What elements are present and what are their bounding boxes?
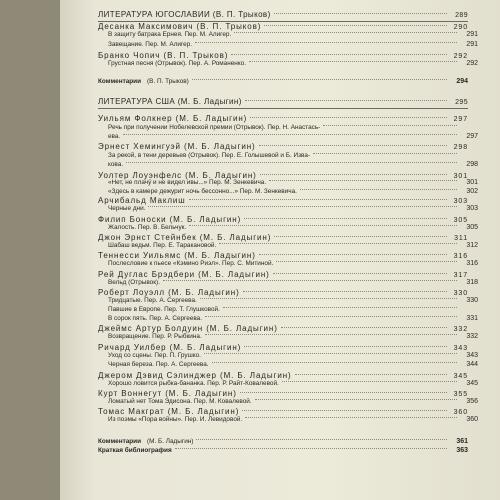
entry-title: Краткая библиография (98, 447, 172, 454)
page-number: 330 (466, 297, 478, 304)
dot-leader (274, 13, 447, 14)
author-entry (98, 215, 468, 224)
page-number: 345 (453, 373, 468, 380)
dot-leader (245, 100, 447, 101)
entry-title: ева. (108, 133, 121, 140)
dot-leader (223, 307, 457, 308)
author-entry (98, 288, 468, 297)
author-entry (98, 324, 468, 333)
author-entry (98, 407, 468, 416)
author-entry (98, 114, 468, 123)
page-number: 360 (453, 409, 468, 416)
page-number: 331 (466, 315, 478, 322)
entry-title: Джеймс Артур Болдуин (М. Б. Ладыгин) (98, 324, 278, 333)
page-number: 302 (466, 188, 478, 195)
entry-title: Черные дни. (108, 205, 146, 212)
entry-title: кова. (108, 161, 124, 168)
work-entry (98, 260, 478, 267)
page-number: 291 (466, 31, 478, 38)
page-number: 292 (466, 60, 478, 67)
entry-title: Теннесси Уильямс (М. Б. Ладыгин) (98, 251, 256, 260)
dot-leader (300, 189, 457, 190)
dot-leader (323, 125, 457, 126)
work-entry (98, 398, 478, 405)
page-number: 303 (466, 205, 478, 212)
page-number: 297 (466, 133, 478, 140)
dot-leader (260, 174, 447, 175)
entry-title: Грустная песня (Отрывок). Пер. А. Романенко. (108, 60, 247, 67)
work-entry (98, 361, 478, 368)
page-number: 312 (466, 242, 478, 249)
dot-leader (219, 243, 457, 244)
entry-title: Рей Дуглас Брэдбери (М. Б. Ладыгин) (98, 270, 270, 279)
dot-leader (274, 236, 447, 237)
page-number: 289 (455, 12, 468, 19)
dot-leader (204, 353, 457, 354)
entry-title: Джером Дэвид Сэлинджер (М. Б. Ладыгин) (98, 371, 292, 380)
page-number: 294 (456, 78, 468, 85)
author-entry (98, 233, 468, 242)
work-entry (98, 315, 478, 322)
work-entry (98, 152, 478, 159)
page-number: 303 (453, 198, 468, 205)
dot-leader (282, 381, 457, 382)
page-number: 345 (466, 380, 478, 387)
page-number: 316 (466, 260, 478, 267)
author-entry (98, 142, 468, 151)
entry-title: ЛИТЕРАТУРА ЮГОСЛАВИИ (В. П. Трыков) (98, 10, 271, 19)
dot-leader (205, 334, 457, 335)
entry-title: Вельд (Отрывок). (108, 279, 160, 286)
work-entry (98, 188, 478, 195)
dot-leader (269, 180, 457, 181)
page-number: 332 (466, 333, 478, 340)
dot-leader (126, 162, 457, 163)
entry-title: Арчибальд Маклиш (98, 196, 186, 205)
entry-title: Ломатый нет Тома Эдисона. Пер. М. Ковалевой. (108, 398, 252, 405)
dot-leader (200, 298, 457, 299)
page-number: 298 (466, 161, 478, 168)
entry-title: Курт Воннегут (М. Б. Ладыгин) (98, 389, 237, 398)
entry-title: Джон Эрнст Стейнбек (М. Б. Ладыгин) (98, 233, 272, 242)
page-number: 290 (453, 24, 468, 31)
work-entry (98, 224, 478, 231)
work-entry (98, 60, 478, 67)
page-number: 332 (453, 326, 468, 333)
page-number: 317 (453, 272, 468, 279)
page-number: 316 (453, 253, 468, 260)
work-entry (98, 31, 478, 38)
page-number: 330 (453, 290, 468, 297)
dot-leader (212, 362, 457, 363)
work-entry (98, 416, 478, 423)
dot-leader (189, 199, 447, 200)
page-number: 318 (466, 279, 478, 286)
entry-title: Павшие в Европе. Пер. Т. Глушковой. (108, 306, 220, 313)
dot-leader (205, 316, 457, 317)
page-number: 343 (466, 352, 478, 359)
dot-leader (189, 225, 457, 226)
entry-title: Жалость. Пер. В. Бельчук. (108, 224, 187, 231)
page-number: 344 (466, 361, 478, 368)
page-number: 305 (453, 217, 468, 224)
dot-leader (148, 206, 457, 207)
section-heading (98, 10, 468, 19)
dot-leader (231, 54, 447, 55)
entry-title: Филип Боноски (М. Б. Ладыгин) (98, 215, 242, 224)
entry-title: Комментарии (98, 78, 142, 85)
work-entry (98, 133, 478, 140)
page-number: 361 (456, 438, 468, 445)
author-entry (98, 51, 468, 60)
work-entry (98, 306, 478, 313)
entry-title: Уильям Фолкнер (М. Б. Ладыгин) (98, 114, 248, 123)
dot-leader (123, 134, 457, 135)
dot-leader (163, 280, 457, 281)
page-number: 297 (453, 116, 468, 123)
entry-title: Хорошо ловится рыбка-бананка. Пер. Р. Райт-Ковалевой. (108, 380, 279, 387)
page-number: 305 (466, 224, 478, 231)
work-entry (98, 41, 478, 48)
entry-title: Тридцатые. Пер. А. Сергеева. (108, 297, 197, 304)
entry-editor: (М. Б. Ладыгин) (147, 438, 194, 445)
commentary-entry (98, 438, 468, 445)
author-entry (98, 371, 468, 380)
page-number: 355 (453, 391, 468, 398)
work-entry (98, 297, 478, 304)
work-entry (98, 179, 478, 186)
dot-leader (295, 374, 447, 375)
work-entry (98, 205, 478, 212)
dot-leader (313, 153, 457, 154)
page-number: 356 (466, 398, 478, 405)
entry-title: Речь при получении Нобелевской премии (Отрывок). Пер. Н. Анастась- (108, 124, 321, 131)
entry-title: Роберт Лоуэлл (М. Б. Ладыгин) (98, 288, 240, 297)
work-entry (98, 352, 478, 359)
author-entry (98, 196, 468, 205)
page-number: 363 (456, 447, 468, 454)
page-number: 301 (453, 173, 468, 180)
page-number: 298 (453, 144, 468, 151)
page-number: 295 (455, 99, 468, 106)
dot-leader (276, 261, 457, 262)
entry-title: Бранко Чопич (В. П. Трыков) (98, 51, 229, 60)
entry-title: Шабаш ведьм. Пер. Е. Таракановой. (108, 242, 217, 249)
entry-title: «Здесь в камере дежурит ночь бессонно...» Пер. М. Зенкевича. (108, 188, 297, 195)
dot-leader (244, 218, 447, 219)
entry-title: Завещание. Пер. М. Алигер. (108, 41, 193, 48)
dot-leader (244, 346, 447, 347)
work-entry (98, 279, 478, 286)
entry-title: Послесловие к пьесе «Кэмино Риэл». Пер. С. Митиной. (108, 260, 274, 267)
entry-title: Комментарии (98, 438, 142, 445)
section-rule (98, 108, 468, 109)
work-entry (98, 124, 478, 131)
dot-leader (255, 399, 457, 400)
entry-title: Уолтер Лоуэнфелс (М. Б. Ладыгин) (98, 171, 257, 180)
dot-leader (192, 79, 447, 80)
dot-leader (234, 32, 457, 33)
dot-leader (273, 273, 447, 274)
page-number: 292 (453, 53, 468, 60)
entry-title: В сорок пять. Пер. А. Сергеева. (108, 315, 203, 322)
dot-leader (264, 25, 447, 26)
entry-title: Уход со сцены. Пер. П. Грушко. (108, 352, 201, 359)
author-entry (98, 251, 468, 260)
section-heading (98, 97, 468, 106)
dot-leader (240, 392, 447, 393)
entry-title: Из поэмы «Пора войны». Пер. И. Левидовой. (108, 416, 243, 423)
page-number: 360 (466, 416, 478, 423)
dot-leader (259, 145, 447, 146)
page-number: 343 (453, 345, 468, 352)
page-number: 301 (466, 179, 478, 186)
page-number: 291 (466, 41, 478, 48)
author-entry (98, 270, 468, 279)
entry-title: Ричард Уилбер (М. Б. Ладыгин) (98, 343, 242, 352)
entry-title: За рекой, в тени деревьев (Отрывок). Пер. Е. Голышевой и Б. Изва- (108, 152, 311, 159)
dot-leader (196, 439, 447, 440)
entry-editor: (В. П. Трыков) (147, 78, 189, 85)
dot-leader (175, 448, 447, 449)
work-entry (98, 161, 478, 168)
commentary-entry (98, 447, 468, 454)
dot-leader (243, 291, 447, 292)
dot-leader (195, 42, 457, 43)
author-entry (98, 389, 468, 398)
commentary-entry (98, 78, 468, 85)
page-number: 311 (454, 235, 468, 242)
entry-title: Возвращение. Пер. Р. Рыбкина. (108, 333, 202, 340)
entry-title: Томас Макграт (М. Б. Ладыгин) (98, 407, 240, 416)
dot-leader (242, 410, 447, 411)
entry-title: В защиту батрака Ернея. Пер. М. Алигер. (108, 31, 232, 38)
dot-leader (250, 117, 447, 118)
author-entry (98, 343, 468, 352)
work-entry (98, 242, 478, 249)
book-page (60, 0, 500, 500)
entry-title: ЛИТЕРАТУРА США (М. Б. Ладыгин) (98, 97, 242, 106)
work-entry (98, 333, 478, 340)
entry-title: «Нет, не плачу́ и не видел ивы...» Пер. М. Зенкевича. (108, 179, 267, 186)
entry-title: Десанка Максимович (В. П. Трыков) (98, 22, 262, 31)
entry-title: Черная береза. Пер. А. Сергеева. (108, 361, 209, 368)
work-entry (98, 380, 478, 387)
dot-leader (259, 254, 447, 255)
author-entry (98, 22, 468, 31)
dot-leader (249, 61, 457, 62)
entry-title: Эрнест Хемингуэй (М. Б. Ладыгин) (98, 142, 256, 151)
dot-leader (245, 417, 457, 418)
dot-leader (281, 327, 447, 328)
